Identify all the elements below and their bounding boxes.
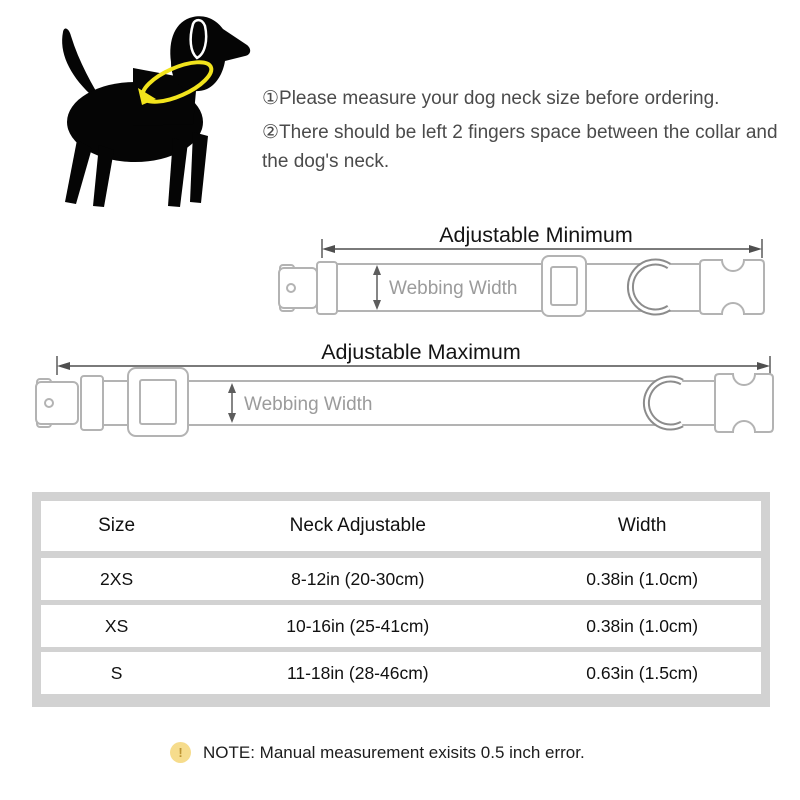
size-table	[32, 492, 770, 707]
webbing-width-label-max: Webbing Width	[244, 394, 373, 415]
table-row	[41, 558, 761, 600]
col-header-neck-adjustable: Neck Adjustable	[289, 515, 426, 536]
instructions	[262, 84, 784, 181]
arrowhead-right	[757, 362, 770, 370]
instruction-1: ①Please measure your dog neck size before ordering.	[262, 88, 720, 109]
buckle-female	[700, 260, 764, 314]
cell-neck: 11-18in (28-46cm)	[286, 662, 429, 683]
cell-width: 0.63in (1.5cm)	[586, 662, 699, 683]
arrowhead-left	[57, 362, 70, 370]
cell-width: 0.38in (1.0cm)	[586, 615, 699, 636]
dog-rear-leg	[65, 140, 92, 204]
cell-size: XS	[104, 615, 129, 636]
webbing-strap	[101, 381, 717, 425]
buckle-pin-hole	[287, 284, 295, 292]
dog-silhouette	[62, 16, 250, 207]
instruction-2: ②There should be left 2 fingers space between the collar and the dog's neck.	[262, 122, 778, 172]
buckle-pin-hole	[45, 399, 53, 407]
adjustable-maximum-diagram	[25, 335, 785, 445]
buckle-sleeve	[81, 376, 103, 430]
table-row	[41, 605, 761, 647]
arrowhead-right	[749, 245, 762, 253]
note-text: NOTE: Manual measurement exisits 0.5 inch error.	[203, 742, 585, 762]
adjustable-minimum-title: Adjustable Minimum	[439, 223, 633, 247]
cell-neck: 10-16in (25-41cm)	[286, 615, 430, 636]
size-table-header-row	[41, 501, 761, 551]
col-header-size: Size	[98, 515, 136, 536]
buckle-female	[715, 374, 773, 432]
dog-front-leg-2	[190, 132, 208, 203]
arrowhead-left	[322, 245, 335, 253]
cell-width: 0.38in (1.0cm)	[586, 568, 699, 589]
table-row	[41, 652, 761, 694]
webbing-width-label-min: Webbing Width	[389, 278, 518, 299]
triglide-slider-inner	[140, 380, 176, 424]
buckle-male-body	[36, 382, 78, 424]
collar-min	[279, 256, 764, 316]
col-header-width: Width	[617, 515, 667, 536]
measurement-note	[170, 742, 585, 763]
triglide-slider-inner	[551, 267, 577, 305]
dog-silhouette-figure	[35, 10, 257, 216]
cell-size: S	[110, 662, 123, 683]
buckle-sleeve	[317, 262, 337, 314]
buckle-male-body	[279, 268, 317, 308]
adjustable-maximum-title: Adjustable Maximum	[321, 340, 521, 364]
cell-neck: 8-12in (20-30cm)	[291, 568, 425, 589]
cell-size: 2XS	[100, 568, 134, 589]
exclamation-icon: !	[170, 742, 191, 763]
dog-head	[170, 16, 250, 91]
adjustable-minimum-diagram	[265, 220, 780, 328]
